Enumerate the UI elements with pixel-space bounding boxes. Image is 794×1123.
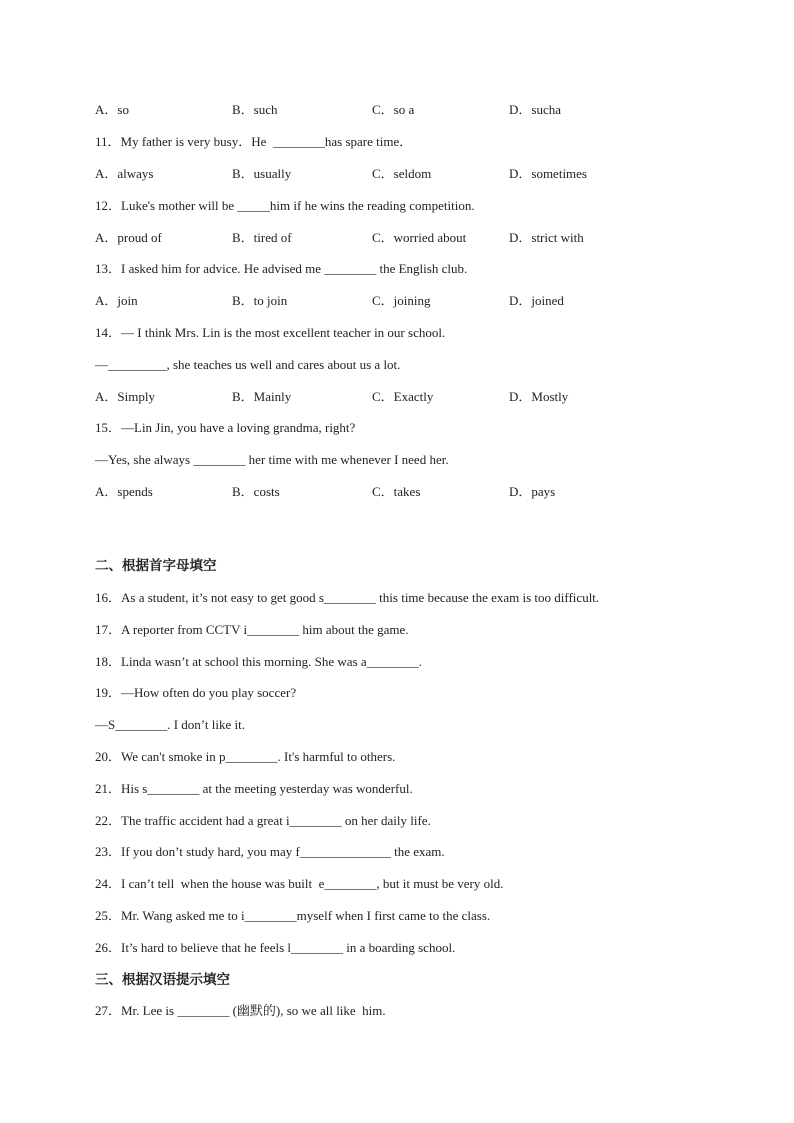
q19-stem: 19．—How often do you play soccer? xyxy=(95,685,297,700)
q15-option-d: D．pays xyxy=(509,484,556,499)
q14-option-b: B．Mainly xyxy=(232,389,292,404)
q15-option-b: B．costs xyxy=(232,484,280,499)
q23-stem: 23．If you don’t study hard, you may f______________ the exam. xyxy=(95,844,445,859)
q12-options xyxy=(95,230,715,246)
q15-option-c: C．takes xyxy=(372,484,421,499)
q10-option-a: A．so xyxy=(95,102,129,117)
q11-option-a: A．always xyxy=(95,166,154,181)
q24-stem: 24．I can’t tell when the house was built e________, but it must be very old. xyxy=(95,876,504,891)
q26-stem: 26．It’s hard to believe that he feels l________ in a boarding school. xyxy=(95,940,456,955)
q15-options xyxy=(95,484,715,500)
q17-stem: 17．A reporter from CCTV i________ him about the game. xyxy=(95,622,409,637)
q16-stem: 16．As a student, it’s not easy to get good s________ this time because the exam is too difficult. xyxy=(95,590,600,605)
q20-stem: 20．We can't smoke in p________. It's harmful to others. xyxy=(95,749,396,764)
q14-option-d: D．Mostly xyxy=(509,389,569,404)
q13-option-a: A．join xyxy=(95,293,138,308)
q27-stem: 27．Mr. Lee is ________ (幽默的), so we all like him. xyxy=(95,1003,386,1018)
q14-reply: —_________, she teaches us well and cares about us a lot. xyxy=(95,357,401,372)
q21-stem: 21．His s________ at the meeting yesterday was wonderful. xyxy=(95,781,413,796)
q10-option-d: D．sucha xyxy=(509,102,561,117)
q14-option-c: C．Exactly xyxy=(372,389,434,404)
section3-heading: 三、根据汉语提示填空 xyxy=(95,972,230,988)
q12-option-b: B．tired of xyxy=(232,230,292,245)
q10-option-c: C．so a xyxy=(372,102,415,117)
q13-option-b: B．to join xyxy=(232,293,288,308)
q13-option-c: C．joining xyxy=(372,293,431,308)
q11-stem: 11．My father is very busy．He ________has spare time． xyxy=(95,134,413,149)
q12-option-c: C．worried about xyxy=(372,230,467,245)
q15-stem: 15．—Lin Jin, you have a loving grandma, right? xyxy=(95,420,356,435)
q11-option-d: D．sometimes xyxy=(509,166,587,181)
q14-option-a: A．Simply xyxy=(95,389,155,404)
q12-option-d: D．strict with xyxy=(509,230,584,245)
q13-options xyxy=(95,293,715,309)
q19-reply: —S________. I don’t like it. xyxy=(95,717,245,732)
section2-heading: 二、根据首字母填空 xyxy=(95,558,217,574)
q15-option-a: A．spends xyxy=(95,484,153,499)
q14-options xyxy=(95,389,715,405)
q11-option-c: C．seldom xyxy=(372,166,432,181)
q11-options xyxy=(95,166,715,182)
q15-reply: —Yes, she always ________ her time with me whenever I need her. xyxy=(95,452,449,467)
q12-stem: 12．Luke's mother will be _____him if he wins the reading competition. xyxy=(95,198,475,213)
q18-stem: 18．Linda wasn’t at school this morning. She was a________. xyxy=(95,654,422,669)
q13-stem: 13．I asked him for advice. He advised me ________ the English club. xyxy=(95,261,468,276)
q12-option-a: A．proud of xyxy=(95,230,162,245)
q10-option-b: B．such xyxy=(232,102,278,117)
q22-stem: 22．The traffic accident had a great i________ on her daily life. xyxy=(95,813,431,828)
q13-option-d: D．joined xyxy=(509,293,564,308)
q14-stem: 14．— I think Mrs. Lin is the most excellent teacher in our school. xyxy=(95,325,446,340)
q25-stem: 25．Mr. Wang asked me to i________myself when I first came to the class. xyxy=(95,908,491,923)
q10-options xyxy=(95,102,715,118)
q11-option-b: B．usually xyxy=(232,166,292,181)
